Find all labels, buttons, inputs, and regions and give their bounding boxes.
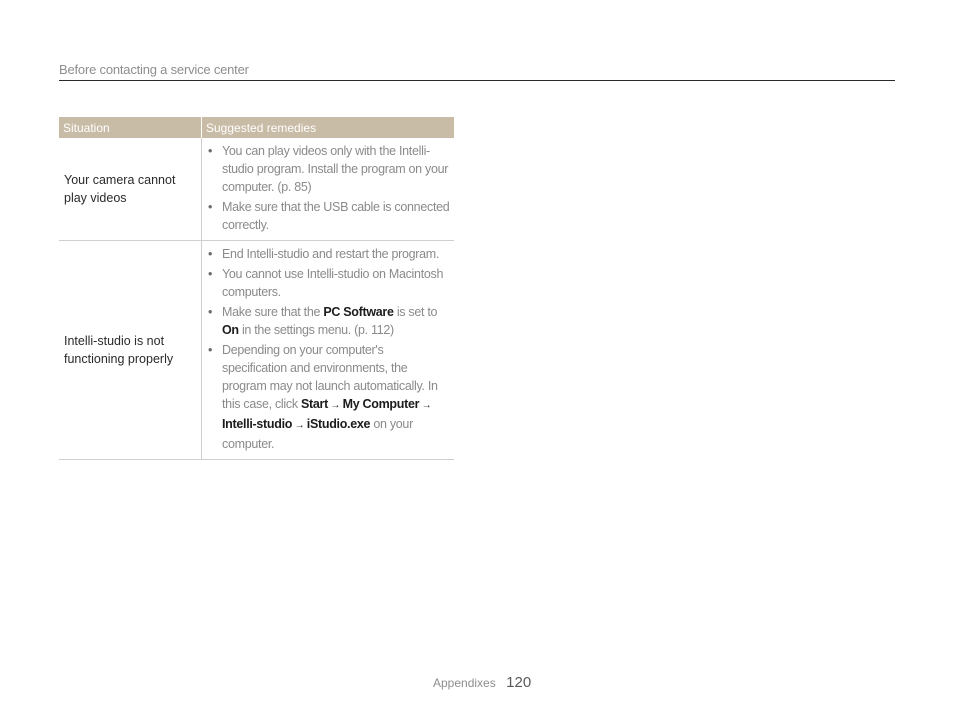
remedy-list: [202, 142, 450, 234]
remedy-text: in the settings menu. (p. 112): [238, 323, 394, 337]
remedies-cell: [202, 138, 455, 241]
menu-term: Start: [300, 397, 328, 411]
remedy-text: Make sure that the USB cable is connected correctly.: [222, 200, 450, 232]
page-number: 120: [506, 674, 532, 691]
remedy-item: [202, 198, 450, 234]
remedy-item: [202, 303, 450, 339]
remedy-item: [202, 245, 450, 263]
remedy-text: on your computer.: [222, 417, 413, 451]
header-divider: [59, 80, 895, 81]
remedies-cell: [202, 241, 455, 460]
menu-term: On: [222, 323, 239, 337]
arrow-right-icon: →: [419, 400, 432, 411]
remedy-list: [202, 245, 450, 453]
remedy-item: [202, 142, 450, 196]
menu-term: PC Software: [323, 305, 394, 319]
remedy-text: You can play videos only with the Intelli-studio program. Install the program on your computer. (p. 85): [222, 144, 449, 194]
page-header-title: Before contacting a service center: [59, 62, 249, 77]
remedy-text: Make sure that the: [222, 305, 324, 319]
situation-cell: Your camera cannot play videos: [59, 138, 202, 241]
remedy-text: You cannot use Intelli-studio on Macintosh computers.: [222, 267, 444, 299]
page-footer: [433, 674, 531, 692]
menu-term: iStudio.exe: [306, 417, 371, 431]
menu-term: My Computer: [342, 397, 420, 411]
column-header-remedies: Suggested remedies: [202, 117, 455, 138]
menu-term: Intelli-studio: [222, 417, 293, 431]
column-header-situation: Situation: [59, 117, 202, 138]
remedy-item: [202, 265, 450, 301]
arrow-right-icon: →: [292, 420, 307, 431]
table-row: [59, 241, 454, 460]
remedy-text: Depending on your computer's specification and environments, the program may not launch automatically. In this case, click: [222, 343, 438, 411]
table-header-row: [59, 117, 454, 138]
situation-cell: Intelli-studio is not functioning properly: [59, 241, 202, 460]
remedy-text: End Intelli-studio and restart the program.: [222, 247, 440, 261]
table-row: [59, 138, 454, 241]
remedy-text: is set to: [393, 305, 438, 319]
footer-section-label: Appendixes: [433, 676, 496, 690]
arrow-right-icon: →: [327, 400, 343, 411]
troubleshooting-table: [59, 117, 454, 460]
remedy-item: [202, 341, 450, 453]
